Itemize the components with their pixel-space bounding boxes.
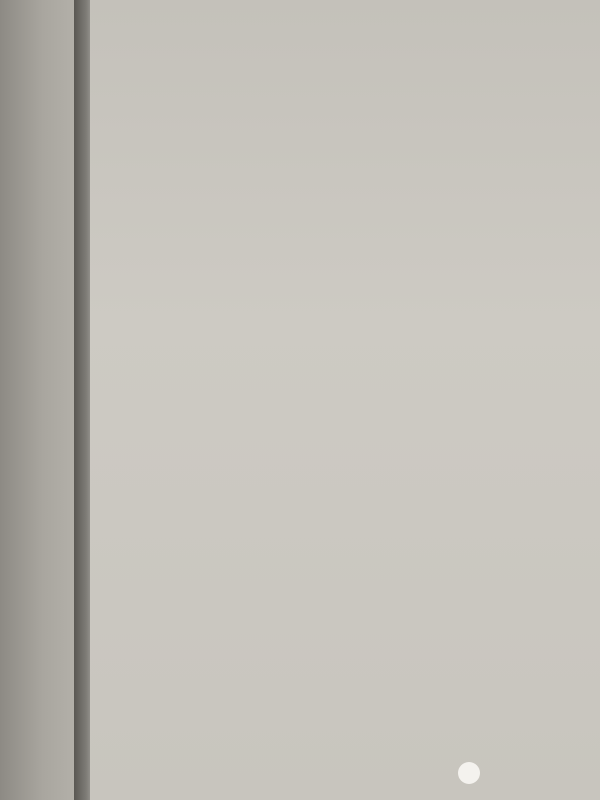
left-page (0, 0, 78, 800)
watermark (458, 762, 483, 784)
toc-page (90, 0, 600, 800)
labirint-logo-icon (458, 762, 480, 784)
